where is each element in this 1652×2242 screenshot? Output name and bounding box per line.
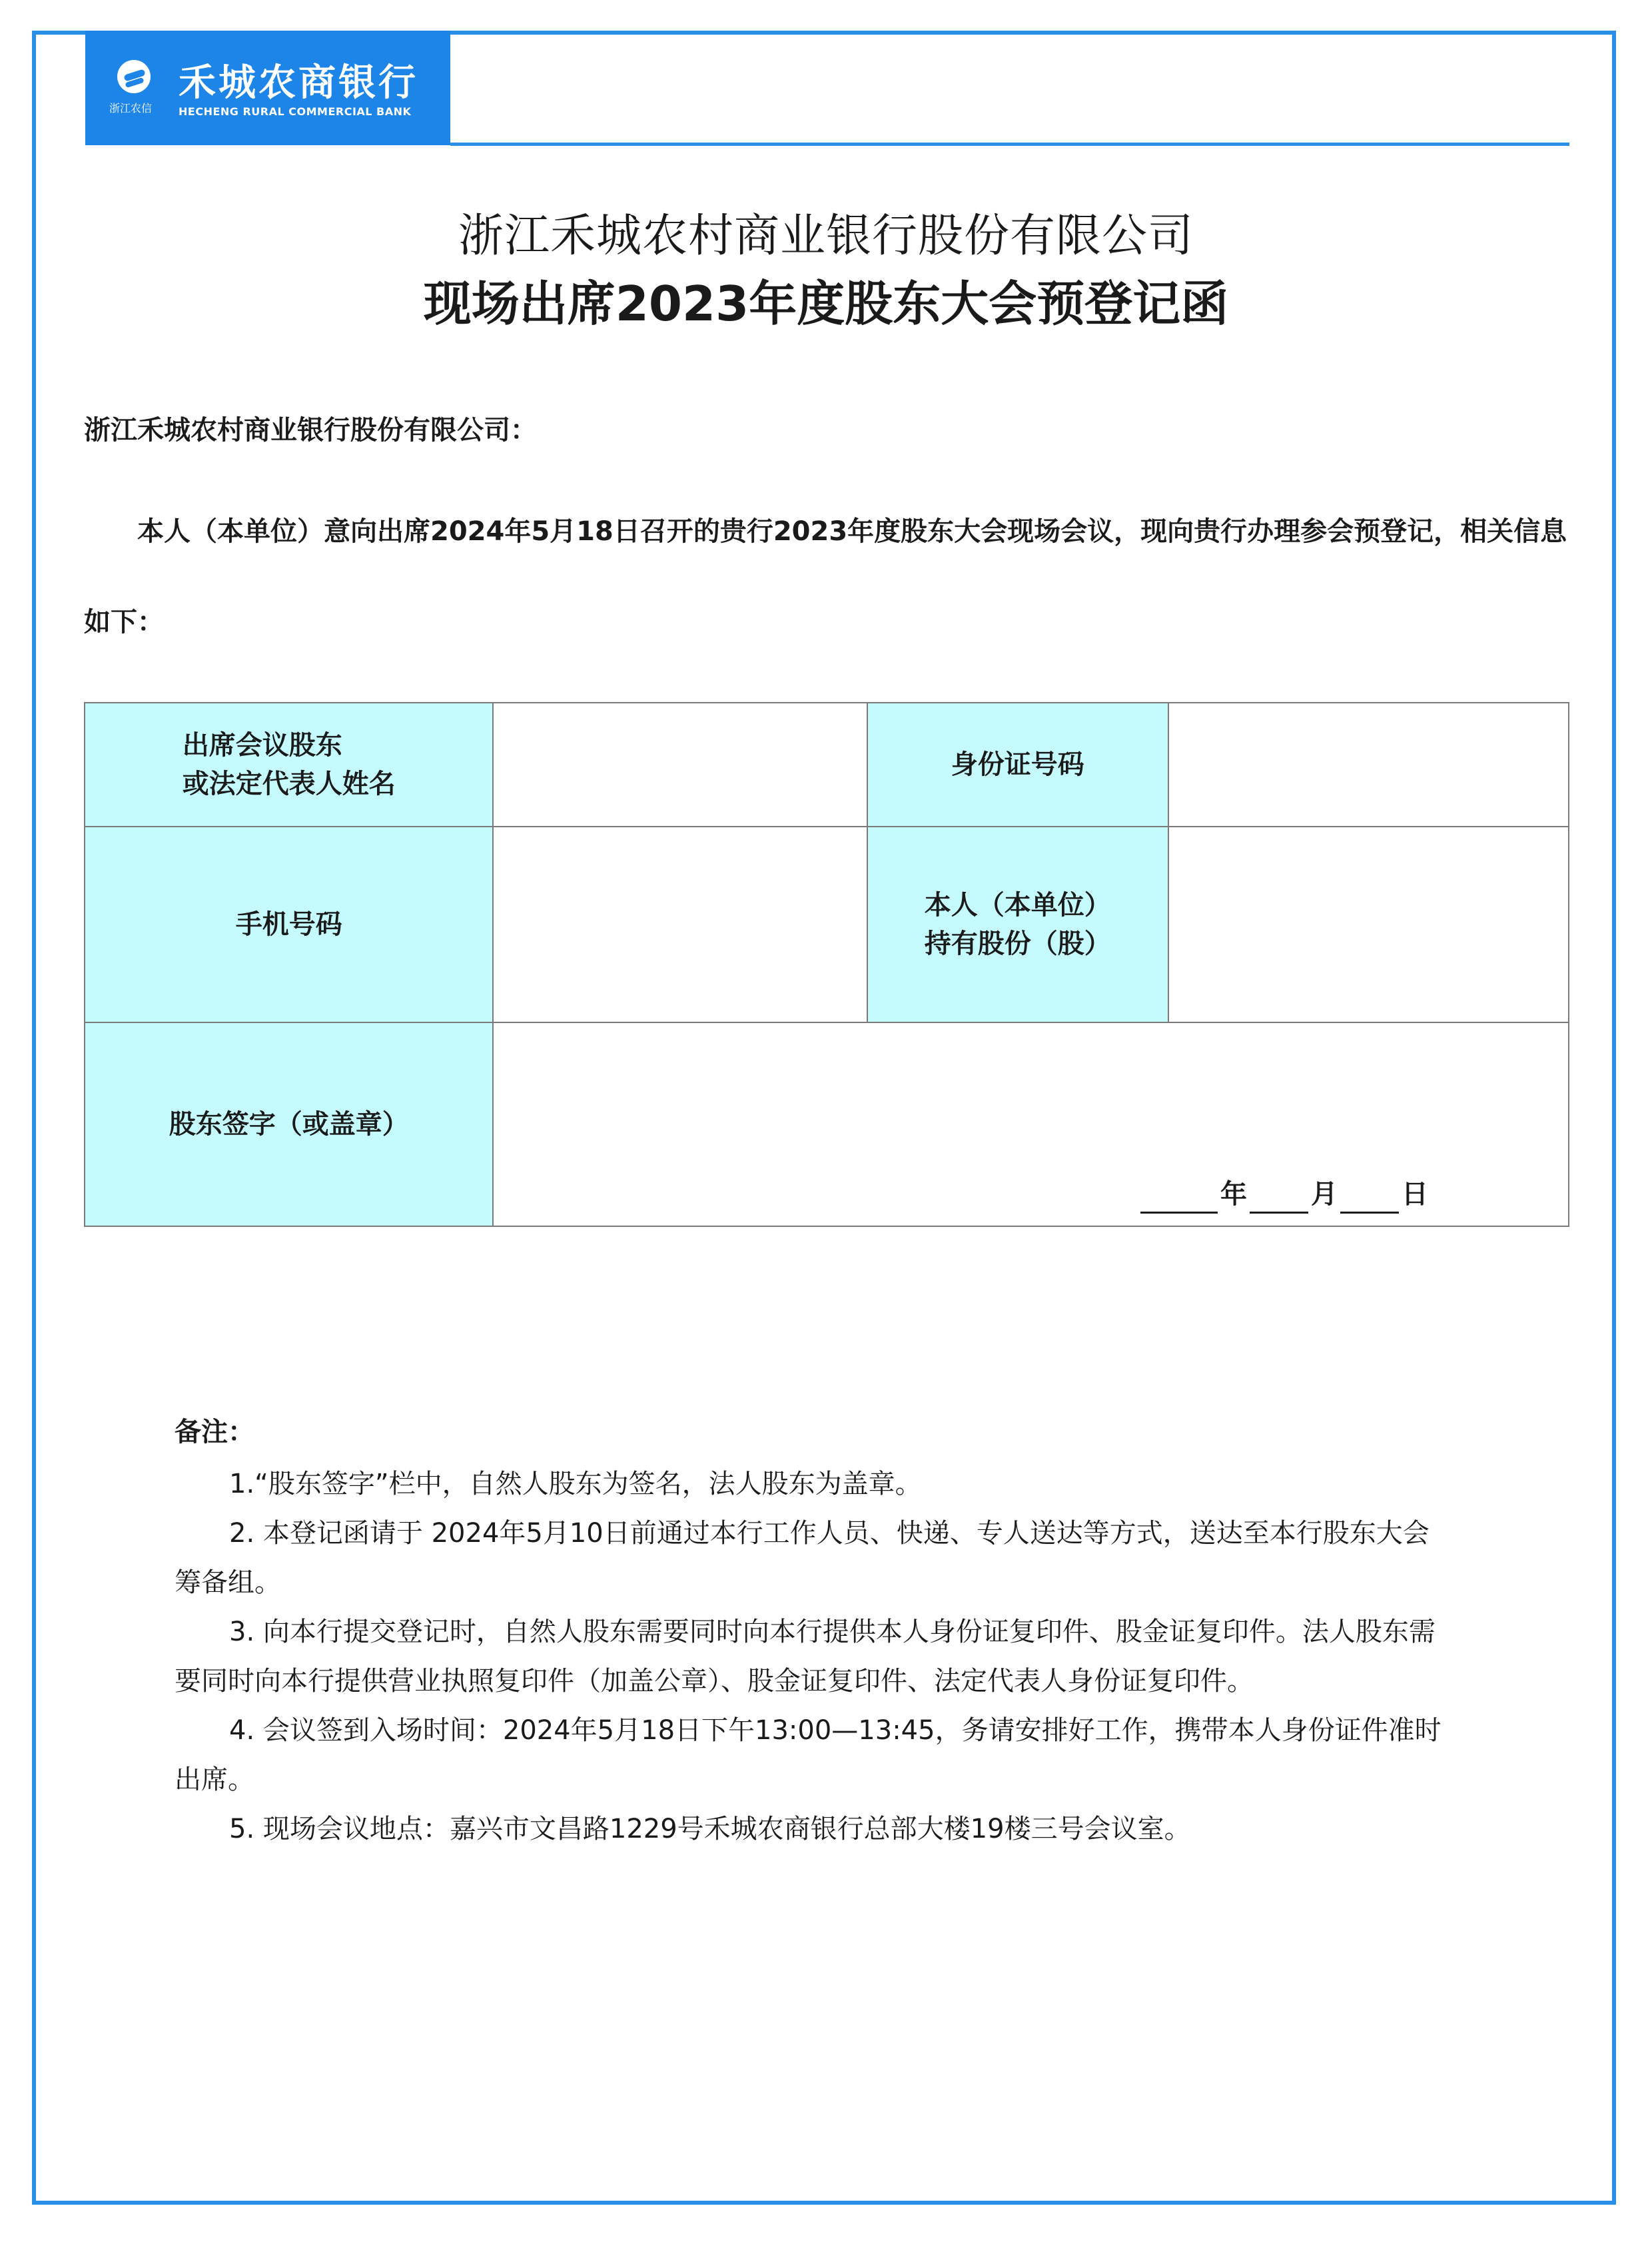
brand-sub-label: 浙江农信 <box>109 102 153 115</box>
shares-held-label <box>867 827 1168 1022</box>
month-blank[interactable] <box>1250 1181 1308 1214</box>
id-number-field[interactable] <box>1168 703 1569 827</box>
document-title-company: 浙江禾城农村商业银行股份有限公司 <box>458 210 1194 262</box>
shareholder-name-field[interactable] <box>493 703 867 827</box>
shares-held-field[interactable] <box>1168 827 1569 1022</box>
shareholder-name-label-line1: 出席会议股东 <box>182 730 342 761</box>
signature-field[interactable] <box>493 1022 1569 1226</box>
month-label: 月 <box>1311 1179 1338 1210</box>
note-item: 1.“股东签字”栏中，自然人股东为签名，法人股东为盖章。 <box>229 1469 922 1499</box>
body-paragraph: 本人（本单位）意向出席2024年5月18日召开的贵行2023年度股东大会现场会议，现向贵行办理参会预登记，相关信息如下： <box>84 516 1567 637</box>
day-blank[interactable] <box>1340 1181 1399 1214</box>
shareholder-name-label-line2: 或法定代表人姓名 <box>182 769 396 799</box>
document-title: 现场出席2023年度股东大会预登记函 <box>423 276 1229 332</box>
signature-date-line <box>1138 1175 1428 1214</box>
shareholder-name-label <box>85 703 493 827</box>
note-item: 4. 会议签到入场时间：2024年5月18日下午13:00—13:45，务请安排好工作，携带本人身份证件准时出席。 <box>175 1715 1442 1795</box>
header-divider <box>450 143 1569 146</box>
brand-header <box>85 31 450 145</box>
brand-name: 禾城农商银行 <box>179 61 418 105</box>
salutation: 浙江禾城农村商业银行股份有限公司： <box>84 415 537 446</box>
year-blank[interactable] <box>1140 1181 1218 1214</box>
bank-logo-icon <box>117 60 151 93</box>
notes-section <box>175 1411 1453 1854</box>
shares-held-label-line1: 本人（本单位） <box>924 890 1111 921</box>
registration-form-table <box>84 702 1569 1227</box>
phone-field[interactable] <box>493 827 867 1022</box>
note-item: 5. 现场会议地点：嘉兴市文昌路1229号禾城农商银行总部大楼19楼三号会议室。 <box>229 1814 1191 1844</box>
shares-held-label-line2: 持有股份（股） <box>924 929 1111 959</box>
year-label: 年 <box>1220 1179 1247 1210</box>
brand-name-english: HECHENG RURAL COMMERCIAL BANK <box>179 105 412 118</box>
id-number-label: 身份证号码 <box>867 703 1168 827</box>
notes-title: 备注： <box>175 1417 254 1447</box>
note-item: 2. 本登记函请于 2024年5月10日前通过本行工作人员、快递、专人送达等方式，送达至本行股东大会筹备组。 <box>175 1518 1430 1598</box>
note-item: 3. 向本行提交登记时，自然人股东需要同时向本行提供本人身份证复印件、股金证复印件。法人股东需要同时向本行提供营业执照复印件（加盖公章）、股金证复印件、法定代表人身份证复印件。 <box>175 1617 1436 1696</box>
day-label: 日 <box>1402 1179 1428 1210</box>
phone-label: 手机号码 <box>85 827 493 1022</box>
signature-label: 股东签字（或盖章） <box>85 1022 493 1226</box>
